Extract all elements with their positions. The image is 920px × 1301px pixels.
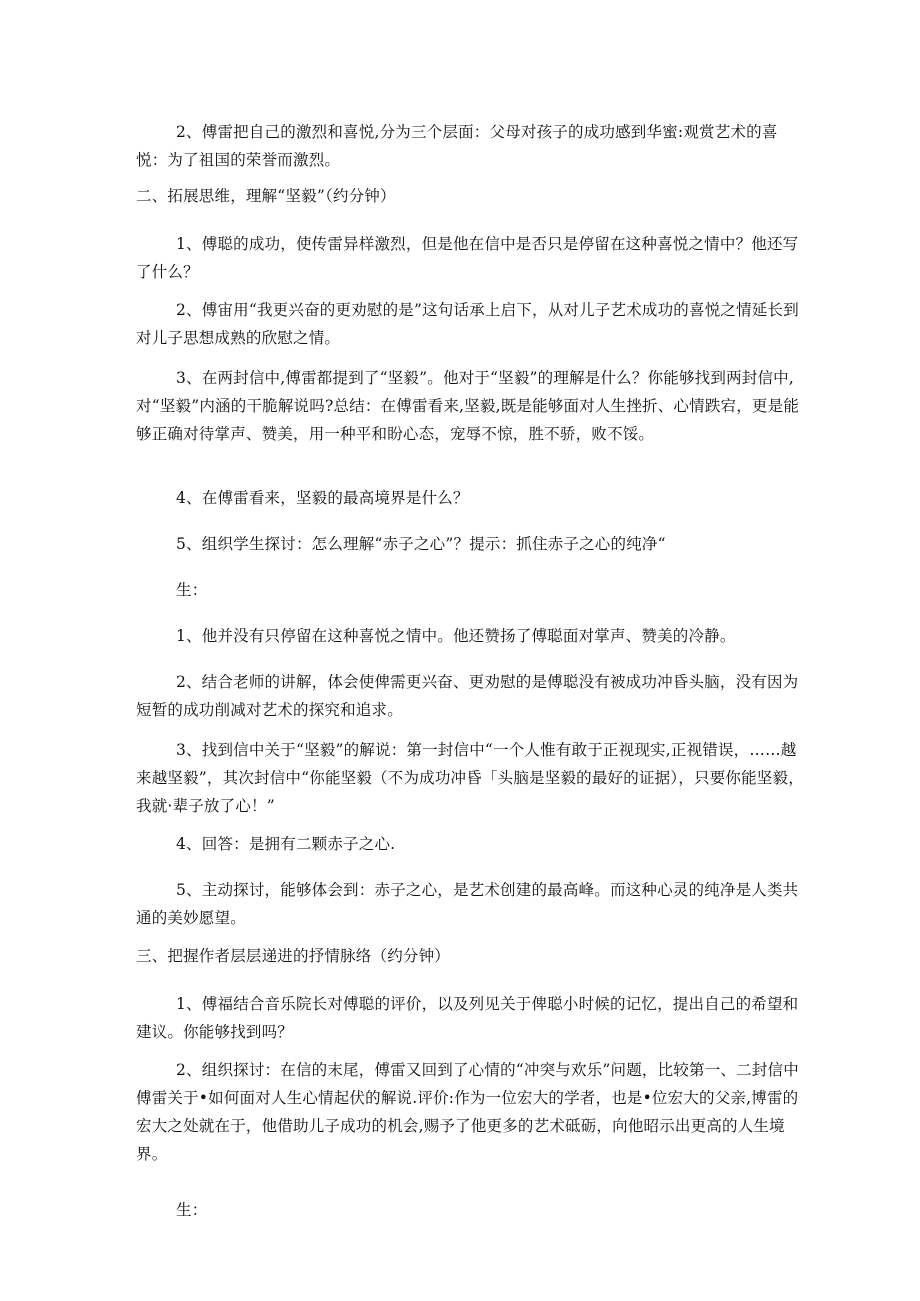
answer-4: 4、回答：是拥有二颗赤子之心. <box>176 835 396 853</box>
answer-5: 5、主动探讨，能够体会到：赤子之心，是艺术创建的最高峰。而这种心灵的纯净是人类共通的美妙愿望。 <box>136 881 799 927</box>
section-heading-3: 三、把握作者层层递进的抒情脉络（约分钟） <box>136 947 451 965</box>
student-label-2: 生： <box>176 1201 208 1219</box>
paragraph-2-4: 4、在傅雷看来，坚毅的最高境界是什么？ <box>176 489 469 507</box>
paragraph-1: 2、傅雷把自己的激烈和喜悦,分为三个层面：父母对孩子的成功感到华蜜:观赏艺术的喜悦：为了祖国的荣誉而激烈。 <box>136 123 778 169</box>
paragraph-3-1: 1、傅福结合音乐院长对傅聪的评价，以及列见关于俾聪小时候的记忆，提出自己的希望和建议。你能够找到吗？ <box>136 995 799 1041</box>
paragraph-2-3: 3、在两封信中,傅雷都提到了“坚毅”。他对于“坚毅”的理解是什么？你能够找到两封信中,对“坚毅”内涵的干脆解说吗?总结：在傅雷看来,坚毅,既是能够面对人生挫折、心情跌宕，更是能够正确对待掌声、赞美，用一种平和盼心态，宠辱不惊，胜不骄，败不馁。 <box>136 369 800 443</box>
answer-2: 2、结合老师的讲解，体会使俾需更兴奋、更劝慰的是傅聪没有被成功冲昏头脑，没有因为短暂的成功削减对艺术的探究和追求。 <box>136 673 799 719</box>
paragraph-2-5: 5、组织学生探讨：怎么理解“赤子之心”？提示：抓住赤子之心的纯净“ <box>176 535 666 553</box>
section-heading-2: 二、拓展思维，理解“坚毅”（约分钟） <box>136 187 396 205</box>
student-label-1: 生： <box>176 581 208 599</box>
paragraph-3-2: 2、组织探讨：在信的末尾，傅雷又回到了心情的“冲突与欢乐”问题，比较第一、二封信中傅雷关于•如何面对人生心情起伏的解说.评价:作为一位宏大的学者，也是•位宏大的父亲,博雷的宏大之处就在于，他借助儿子成功的机会,赐予了他更多的艺术砥砺，向他昭示出更高的人生境界。 <box>136 1061 799 1163</box>
paragraph-2-1: 1、傅聪的成功，使传雷异样激烈，但是他在信中是否只是停留在这种喜悦之情中？他还写了什么？ <box>136 235 799 281</box>
answer-1: 1、他并没有只停留在这种喜悦之情中。他还赞扬了傅聪面对掌声、赞美的冷静。 <box>176 627 736 645</box>
answer-3: 3、找到信中关于“坚毅”的解说：第一封信中“一个人惟有敢于正视现实,正视错误，……越来越坚毅”，其次封信中“你能坚毅（不为成功冲昏「头脑是坚毅的最好的证据），只要你能坚毅，我就·辈子放了心！” <box>136 741 804 815</box>
paragraph-2-2: 2、傅宙用“我更兴奋的更劝慰的是”这句话承上启下，从对儿子艺术成功的喜悦之情延长到对儿子思想成熟的欣慰之情。 <box>136 301 799 347</box>
